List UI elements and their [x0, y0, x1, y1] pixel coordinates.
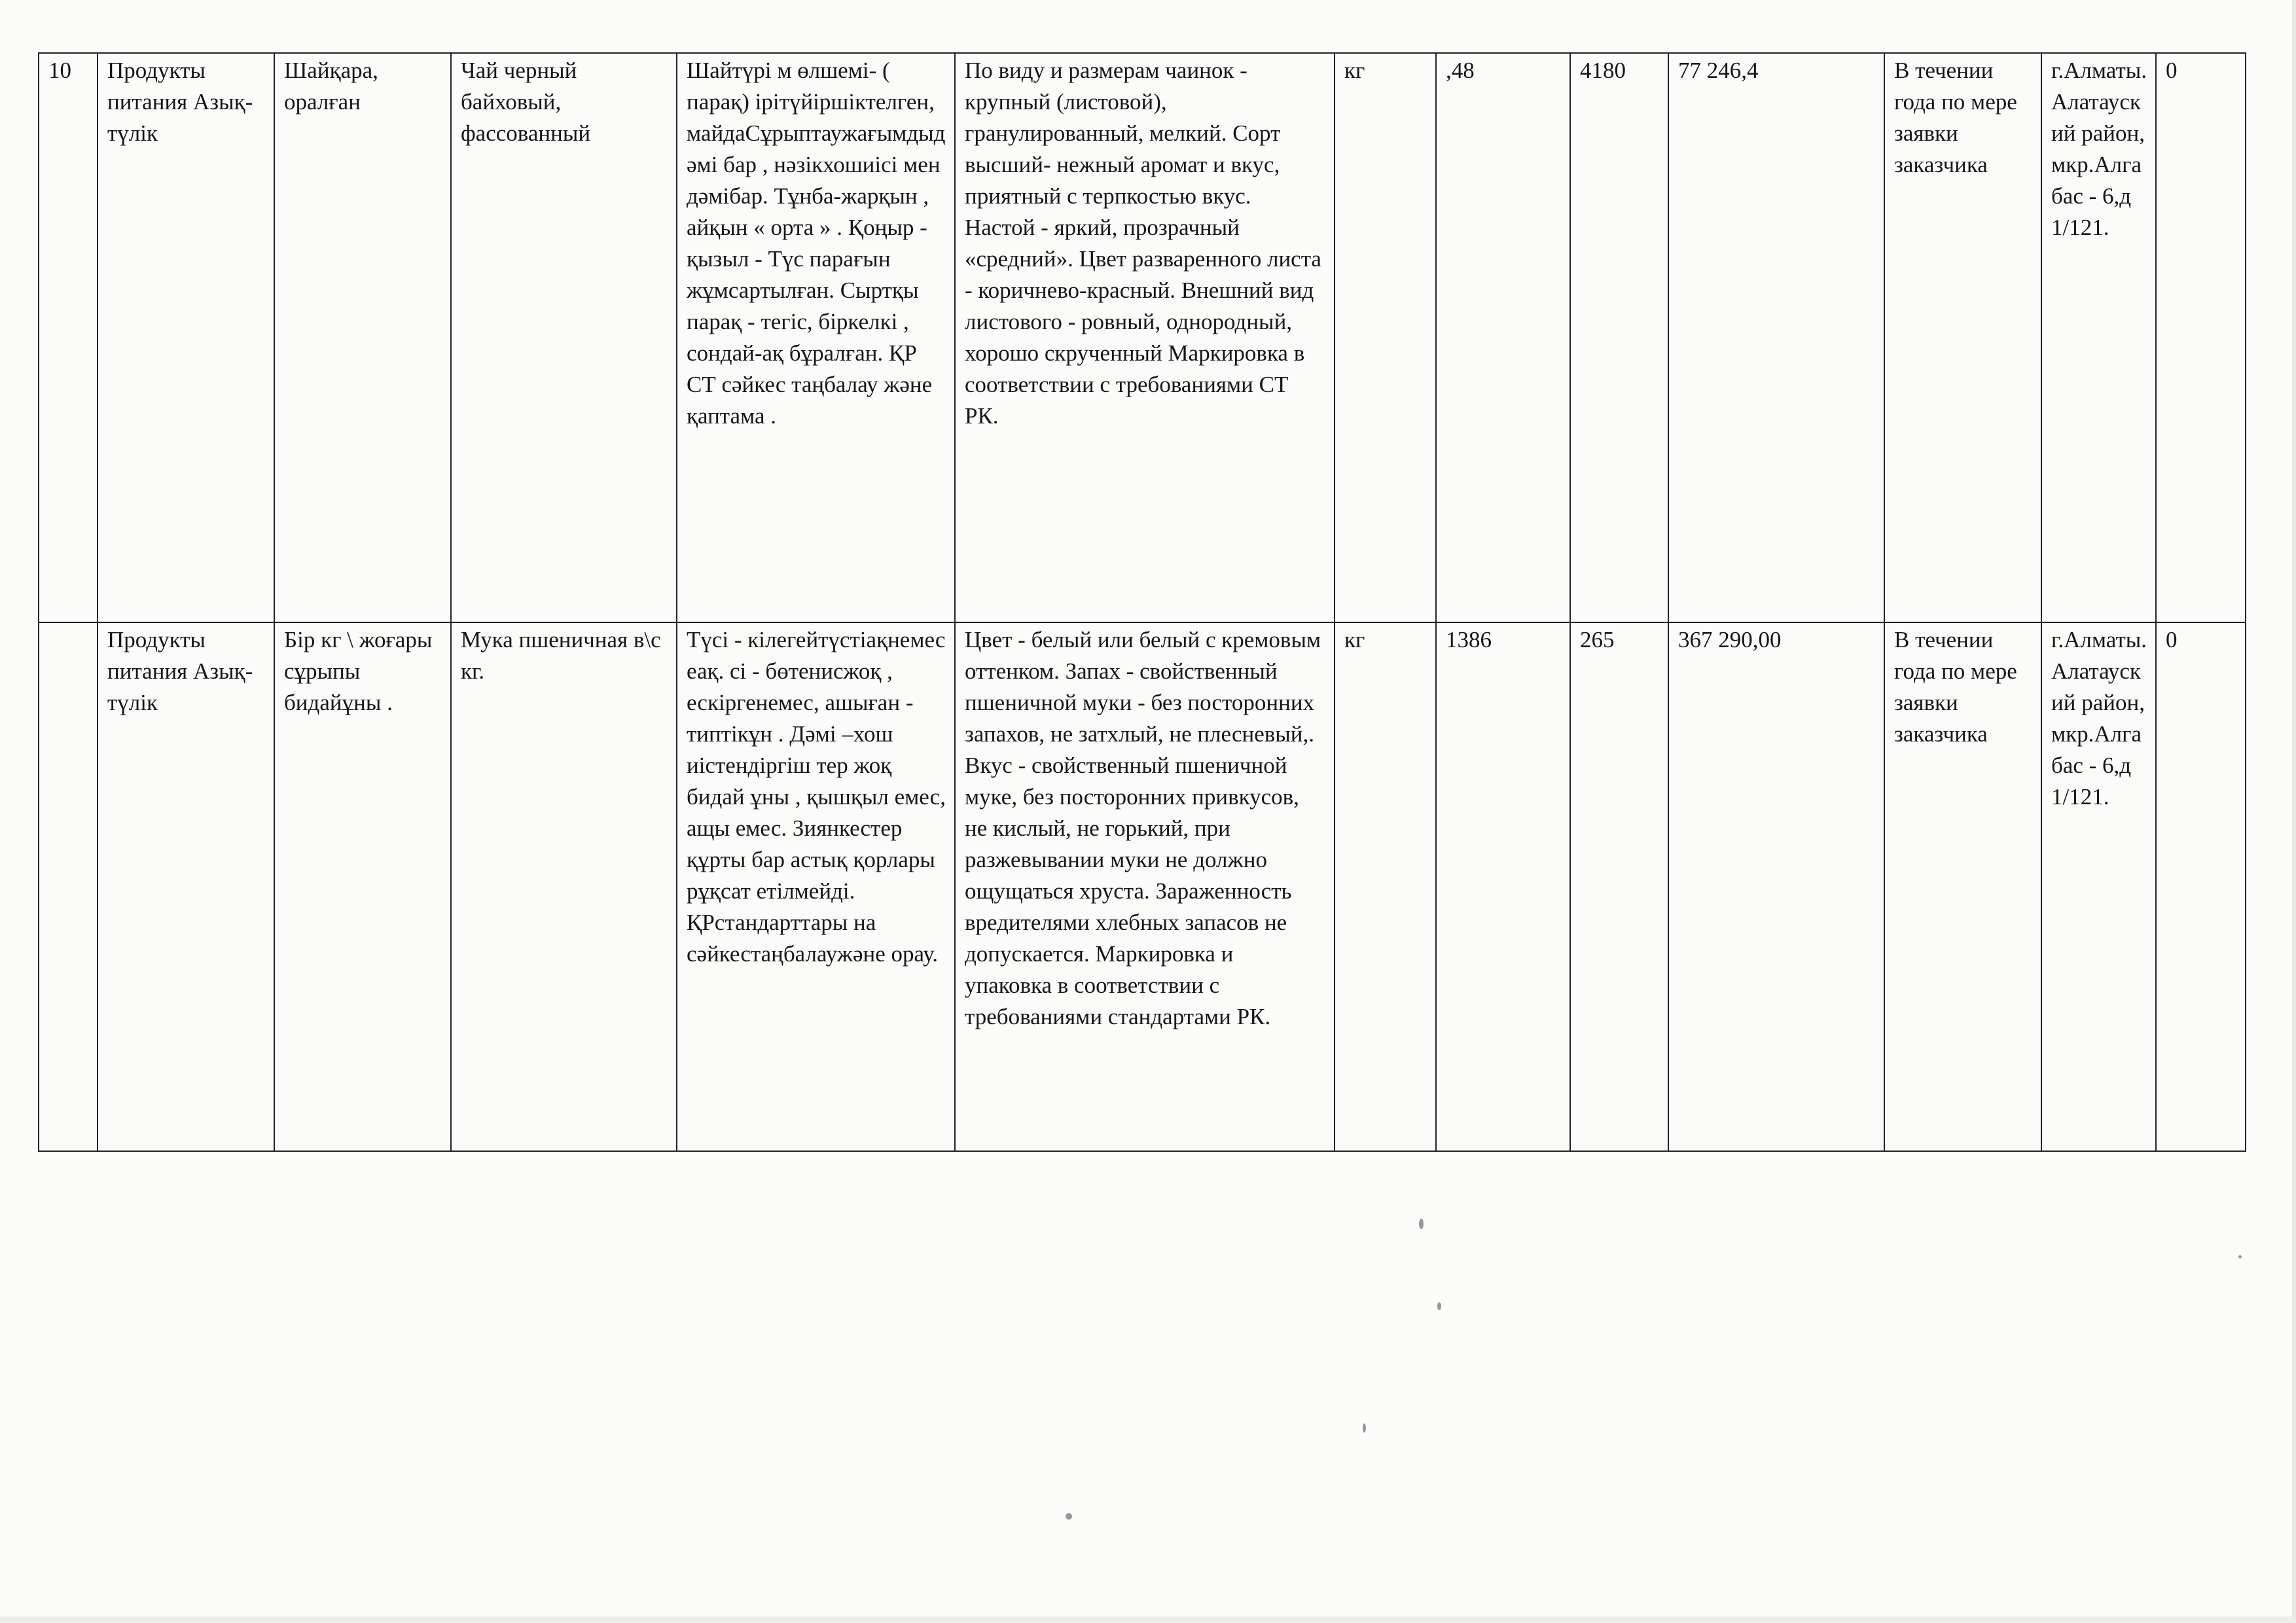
scan-speck — [1437, 1302, 1441, 1310]
unit-cell: кг — [1335, 53, 1436, 622]
spec-ru-cell: Цвет - белый или белый с кремовым оттенком. Запах - свойственный пшеничной муки - без посторонних запахов, не затхлый, не плесневый,. Вкус - свойственный пшеничной муке, без посторонних привкусов, не кислый, не горький, при разжевывании муки не должно ощущаться хруста. Зараженность вредителями хлебных запасов не допускается. Маркировка и упаковка в соответствии с требованиями стандартами РК. — [955, 622, 1335, 1151]
price-cell: 265 — [1570, 622, 1668, 1151]
spec-kz-cell: Шайтүрі м өлшемі- ( парақ) ірітүйіршіктелген, майдаСұрыптаужағымдыдәмі бар , нәзікхошиісі мен дәмібар. Тұнба-жарқын , айқын « орта » . Қоңыр - қызыл - Түс парағын жұмсартылған. Сыртқы парақ - тегіс, біркелкі , сондай-ақ бұралған. ҚР СТ сәйкес таңбалау және қаптама . — [677, 53, 955, 622]
quantity-cell: ,48 — [1436, 53, 1570, 622]
scan-speck — [1363, 1423, 1366, 1433]
row-number-cell — [39, 622, 98, 1151]
table-row — [39, 53, 2246, 622]
name-kz-cell: Шайқара, оралған — [274, 53, 451, 622]
scan-speck — [2238, 1255, 2242, 1258]
price-cell: 4180 — [1570, 53, 1668, 622]
quantity-cell: 1386 — [1436, 622, 1570, 1151]
procurement-table — [38, 52, 2246, 1152]
scan-speck — [1066, 1513, 1072, 1520]
advance-cell: 0 — [2156, 622, 2246, 1151]
place-cell: г.Алматы. Алатауский район, мкр.Алгабас - 6,д 1/121. — [2041, 622, 2156, 1151]
scan-speck — [1419, 1219, 1424, 1229]
category-cell: Продукты питания Азық-түлік — [98, 622, 274, 1151]
place-cell: г.Алматы. Алатауский район, мкр.Алгабас - 6,д 1/121. — [2041, 53, 2156, 622]
advance-cell: 0 — [2156, 53, 2246, 622]
category-cell: Продукты питания Азық-түлік — [98, 53, 274, 622]
term-cell: В течении года по мере заявки заказчика — [1884, 622, 2041, 1151]
unit-cell: кг — [1335, 622, 1436, 1151]
name-kz-cell: Бір кг \ жоғары сұрыпы бидайұны . — [274, 622, 451, 1151]
spec-ru-cell: По виду и размерам чаинок - крупный (листовой), гранулированный, мелкий. Сорт высший- нежный аромат и вкус, приятный с терпкостью вкус. Настой - яркий, прозрачный «средний». Цвет разваренного листа - коричнево-красный. Внешний вид листового - ровный, однородный, хорошо скрученный Маркировка в соответствии с требованиями СТ РК. — [955, 53, 1335, 622]
table-row — [39, 622, 2246, 1151]
sum-cell: 77 246,4 — [1668, 53, 1884, 622]
name-ru-cell: Чай черный байховый, фассованный — [451, 53, 677, 622]
sum-cell: 367 290,00 — [1668, 622, 1884, 1151]
term-cell: В течении года по мере заявки заказчика — [1884, 53, 2041, 622]
name-ru-cell: Мука пшеничная в\с кг. — [451, 622, 677, 1151]
row-number-cell: 10 — [39, 53, 98, 622]
spec-kz-cell: Түсі - кілегейтүстіақнемес еақ. сі - бөтенисжоқ , ескіргенемес, ашыған - типтікұн . Дәмі –хош иістендіргіш тер жоқ бидай ұны , қышқыл емес, ащы емес. Зиянкестер құрты бар астық қорлары рұқсат етілмейді. ҚРстандарттары на сәйкестаңбалаужәне орау. — [677, 622, 955, 1151]
